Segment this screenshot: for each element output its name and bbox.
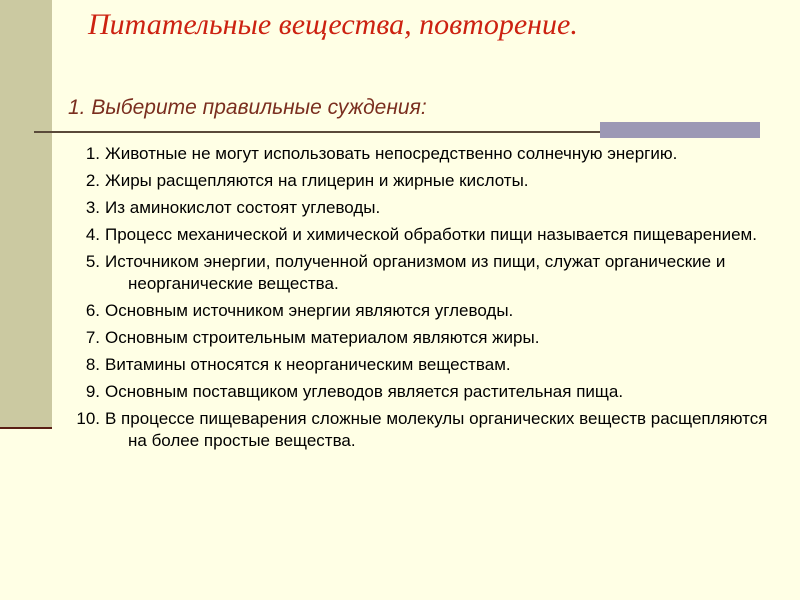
statement-item [64, 251, 784, 295]
statement-number: 7. [85, 328, 100, 347]
statement-number: 9. [85, 382, 100, 401]
divider-line [34, 131, 604, 133]
statement-item [64, 143, 784, 165]
statement-number: 5. [85, 252, 100, 271]
side-decor-line [0, 427, 52, 429]
statement-list [64, 143, 784, 457]
statement-text: Основным поставщиком углеводов является растительная пища. [105, 382, 624, 401]
statement-text: Жиры расщепляются на глицерин и жирные кислоты. [105, 171, 529, 190]
statement-text: В процессе пищеварения сложные молекулы органических веществ расщепляются на более простые вещества. [105, 409, 768, 450]
side-decor-bar [0, 0, 52, 427]
statement-text: Из аминокислот состоят углеводы. [105, 198, 381, 217]
statement-text: Основным источником энергии являются углеводы. [105, 301, 514, 320]
statement-item [64, 354, 784, 376]
statement-number: 8. [85, 355, 100, 374]
statement-text: Процесс механической и химической обработки пищи называется пищеварением. [105, 225, 757, 244]
statement-number: 1. [85, 144, 100, 163]
statement-item [64, 327, 784, 349]
statement-number: 2. [85, 171, 100, 190]
statement-number: 10. [76, 409, 100, 428]
question-heading: 1. Выберите правильные суждения: [68, 96, 427, 119]
statement-number: 4. [85, 225, 100, 244]
statement-item [64, 408, 784, 452]
statement-text: Животные не могут использовать непосредственно солнечную энергию. [105, 144, 678, 163]
divider-accent [600, 122, 760, 138]
statement-text: Витамины относятся к неорганическим веществам. [105, 355, 511, 374]
statement-item [64, 381, 784, 403]
statement-number: 3. [85, 198, 100, 217]
statement-text: Основным строительным материалом являются жиры. [105, 328, 540, 347]
statement-item [64, 300, 784, 322]
statement-item [64, 170, 784, 192]
statement-text: Источником энергии, полученной организмом из пищи, служат органические и неорганические вещества. [105, 252, 726, 293]
statement-number: 6. [85, 301, 100, 320]
statement-item [64, 224, 784, 246]
slide-title: Питательные вещества, повторение. [88, 8, 578, 41]
statement-item [64, 197, 784, 219]
